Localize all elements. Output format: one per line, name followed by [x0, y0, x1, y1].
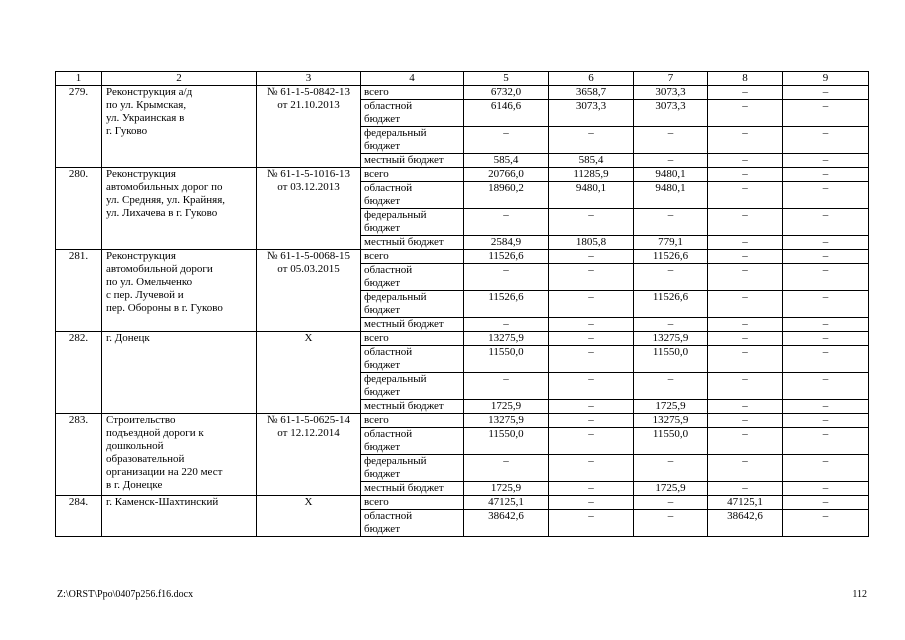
- value-cell: –: [464, 373, 549, 400]
- header-cell: 3: [257, 72, 361, 86]
- item-title-line: Реконструкция: [106, 168, 176, 180]
- value-cell: –: [708, 127, 783, 154]
- value-cell: 585,4: [549, 154, 634, 168]
- header-cell: 7: [634, 72, 708, 86]
- budget-type: [361, 168, 464, 182]
- document-ref-line: Х: [304, 496, 313, 508]
- budget-type: [361, 209, 464, 236]
- item-title-line: дошкольной: [106, 440, 164, 452]
- value-cell: –: [783, 182, 869, 209]
- value-cell: 11526,6: [464, 291, 549, 318]
- budget-type-line: всего: [364, 168, 389, 180]
- item-title-line: Реконструкция: [106, 250, 176, 262]
- page-number: 112: [852, 589, 867, 600]
- value-cell: –: [549, 264, 634, 291]
- value-cell: 1805,8: [549, 236, 634, 250]
- value-cell: –: [708, 236, 783, 250]
- item-title: [102, 86, 257, 168]
- value-cell: –: [464, 318, 549, 332]
- table-row: [56, 496, 869, 510]
- budget-table: [55, 71, 869, 537]
- document-ref-line: № 61-1-5-1016-13: [267, 168, 350, 180]
- item-title-line: ул. Украинская в: [106, 112, 185, 124]
- value-cell: 9480,1: [634, 182, 708, 209]
- item-title-line: подъездной дороги к: [106, 427, 204, 439]
- value-cell: –: [549, 400, 634, 414]
- header-cell: 4: [361, 72, 464, 86]
- item-title-line: по ул. Крымская,: [106, 99, 187, 111]
- value-cell: 11550,0: [634, 428, 708, 455]
- value-cell: –: [783, 496, 869, 510]
- value-cell: –: [783, 127, 869, 154]
- item-title: [102, 414, 257, 496]
- budget-type: [361, 86, 464, 100]
- value-cell: –: [549, 373, 634, 400]
- value-cell: 47125,1: [708, 496, 783, 510]
- value-cell: –: [708, 346, 783, 373]
- value-cell: –: [634, 127, 708, 154]
- budget-type-line: бюджет: [364, 304, 400, 316]
- value-cell: –: [708, 455, 783, 482]
- value-cell: –: [549, 510, 634, 537]
- budget-type: [361, 100, 464, 127]
- header-cell: 6: [549, 72, 634, 86]
- value-cell: 3073,3: [549, 100, 634, 127]
- budget-type-line: всего: [364, 86, 389, 98]
- header-cell: 2: [102, 72, 257, 86]
- budget-type-line: бюджет: [364, 140, 400, 152]
- value-cell: 11526,6: [634, 291, 708, 318]
- value-cell: –: [634, 318, 708, 332]
- value-cell: 1725,9: [464, 482, 549, 496]
- budget-type: [361, 455, 464, 482]
- item-title-line: ул. Средняя, ул. Крайняя,: [106, 194, 226, 206]
- budget-type-line: федеральный: [364, 127, 427, 139]
- value-cell: 1725,9: [634, 400, 708, 414]
- item-title: [102, 496, 257, 537]
- item-number: 279.: [56, 86, 102, 168]
- value-cell: 585,4: [464, 154, 549, 168]
- budget-type-line: бюджет: [364, 359, 400, 371]
- value-cell: –: [549, 127, 634, 154]
- budget-type-line: всего: [364, 250, 389, 262]
- value-cell: –: [634, 455, 708, 482]
- budget-type-line: местный бюджет: [364, 236, 444, 248]
- value-cell: –: [783, 86, 869, 100]
- value-cell: –: [464, 455, 549, 482]
- budget-type-line: бюджет: [364, 113, 400, 125]
- budget-type: [361, 428, 464, 455]
- item-title-line: ул. Лихачева в г. Гуково: [106, 207, 218, 219]
- value-cell: –: [708, 291, 783, 318]
- budget-type: [361, 496, 464, 510]
- header-cell: 5: [464, 72, 549, 86]
- value-cell: –: [783, 373, 869, 400]
- item-title-line: г. Донецк: [106, 332, 150, 344]
- value-cell: –: [708, 100, 783, 127]
- value-cell: –: [783, 428, 869, 455]
- value-cell: 1725,9: [634, 482, 708, 496]
- document-ref-line: от 05.03.2015: [277, 263, 340, 275]
- budget-type-line: федеральный: [364, 455, 427, 467]
- value-cell: –: [783, 291, 869, 318]
- budget-type: [361, 318, 464, 332]
- item-title-line: автомобильной дороги: [106, 263, 213, 275]
- budget-type: [361, 510, 464, 537]
- budget-type-line: областной: [364, 182, 413, 194]
- budget-type: [361, 182, 464, 209]
- header-cell: 8: [708, 72, 783, 86]
- item-title-line: по ул. Омельченко: [106, 276, 193, 288]
- value-cell: –: [783, 455, 869, 482]
- budget-type-line: бюджет: [364, 195, 400, 207]
- budget-type-line: областной: [364, 346, 413, 358]
- value-cell: –: [549, 318, 634, 332]
- value-cell: –: [708, 482, 783, 496]
- budget-type: [361, 264, 464, 291]
- value-cell: 9480,1: [634, 168, 708, 182]
- item-title-line: Строительство: [106, 414, 176, 426]
- budget-type-line: областной: [364, 510, 413, 522]
- document-ref-line: № 61-1-5-0625-14: [267, 414, 350, 426]
- value-cell: –: [708, 373, 783, 400]
- value-cell: –: [708, 154, 783, 168]
- item-number: 283.: [56, 414, 102, 496]
- value-cell: –: [708, 250, 783, 264]
- budget-type: [361, 400, 464, 414]
- item-title: [102, 332, 257, 414]
- item-title-line: образовательной: [106, 453, 185, 465]
- value-cell: –: [708, 332, 783, 346]
- value-cell: 11526,6: [464, 250, 549, 264]
- document-ref: [257, 414, 361, 496]
- value-cell: 38642,6: [464, 510, 549, 537]
- value-cell: 11550,0: [464, 346, 549, 373]
- value-cell: –: [549, 496, 634, 510]
- budget-type: [361, 154, 464, 168]
- budget-type-line: всего: [364, 496, 389, 508]
- document-ref-line: от 03.12.2013: [277, 181, 340, 193]
- value-cell: 13275,9: [634, 414, 708, 428]
- table-row: [56, 86, 869, 100]
- item-number: 282.: [56, 332, 102, 414]
- value-cell: –: [783, 100, 869, 127]
- value-cell: 779,1: [634, 236, 708, 250]
- item-title-line: в г. Донецке: [106, 479, 163, 491]
- value-cell: –: [783, 414, 869, 428]
- value-cell: –: [708, 182, 783, 209]
- value-cell: 11550,0: [464, 428, 549, 455]
- value-cell: –: [634, 510, 708, 537]
- value-cell: 13275,9: [464, 414, 549, 428]
- value-cell: –: [464, 127, 549, 154]
- budget-type-line: бюджет: [364, 222, 400, 234]
- value-cell: –: [708, 428, 783, 455]
- document-ref: [257, 250, 361, 332]
- budget-type: [361, 236, 464, 250]
- budget-type-line: федеральный: [364, 291, 427, 303]
- budget-type: [361, 250, 464, 264]
- value-cell: –: [464, 209, 549, 236]
- table-row: [56, 168, 869, 182]
- value-cell: –: [783, 168, 869, 182]
- budget-type-line: федеральный: [364, 209, 427, 221]
- table-row: [56, 332, 869, 346]
- item-title-line: Реконструкция а/д: [106, 86, 193, 98]
- value-cell: –: [708, 86, 783, 100]
- value-cell: –: [549, 414, 634, 428]
- item-title-line: г. Каменск-Шахтинский: [106, 496, 219, 508]
- budget-type: [361, 414, 464, 428]
- item-title-line: автомобильных дорог по: [106, 181, 223, 193]
- budget-type-line: местный бюджет: [364, 154, 444, 166]
- item-number: 281.: [56, 250, 102, 332]
- header-cell: 9: [783, 72, 869, 86]
- document-ref: [257, 168, 361, 250]
- value-cell: –: [783, 209, 869, 236]
- budget-type-line: бюджет: [364, 441, 400, 453]
- budget-type-line: бюджет: [364, 523, 400, 535]
- item-title-line: пер. Обороны в г. Гуково: [106, 302, 223, 314]
- value-cell: 20766,0: [464, 168, 549, 182]
- budget-type-line: бюджет: [364, 277, 400, 289]
- budget-type-line: всего: [364, 414, 389, 426]
- value-cell: –: [783, 400, 869, 414]
- document-ref-line: № 61-1-5-0842-13: [267, 86, 350, 98]
- budget-type-line: областной: [364, 100, 413, 112]
- value-cell: 6146,6: [464, 100, 549, 127]
- value-cell: –: [783, 154, 869, 168]
- value-cell: 2584,9: [464, 236, 549, 250]
- value-cell: –: [708, 318, 783, 332]
- document-ref-line: от 12.12.2014: [277, 427, 340, 439]
- value-cell: 11526,6: [634, 250, 708, 264]
- value-cell: 3073,3: [634, 86, 708, 100]
- budget-type-line: местный бюджет: [364, 400, 444, 412]
- value-cell: 13275,9: [464, 332, 549, 346]
- document-ref: [257, 86, 361, 168]
- value-cell: –: [708, 400, 783, 414]
- value-cell: 38642,6: [708, 510, 783, 537]
- value-cell: –: [783, 346, 869, 373]
- value-cell: –: [708, 209, 783, 236]
- budget-type-line: местный бюджет: [364, 482, 444, 494]
- budget-type-line: всего: [364, 332, 389, 344]
- budget-type: [361, 332, 464, 346]
- value-cell: –: [634, 264, 708, 291]
- value-cell: –: [634, 373, 708, 400]
- value-cell: 13275,9: [634, 332, 708, 346]
- value-cell: –: [783, 482, 869, 496]
- value-cell: 9480,1: [549, 182, 634, 209]
- table-body: [56, 72, 869, 537]
- budget-type-line: федеральный: [364, 373, 427, 385]
- budget-type-line: местный бюджет: [364, 318, 444, 330]
- budget-type: [361, 127, 464, 154]
- budget-type-line: бюджет: [364, 468, 400, 480]
- value-cell: –: [783, 510, 869, 537]
- value-cell: –: [549, 250, 634, 264]
- value-cell: –: [549, 346, 634, 373]
- value-cell: 47125,1: [464, 496, 549, 510]
- document-ref-line: Х: [304, 332, 313, 344]
- value-cell: –: [708, 168, 783, 182]
- budget-type-line: областной: [364, 428, 413, 440]
- budget-type-line: бюджет: [364, 386, 400, 398]
- budget-type: [361, 373, 464, 400]
- document-ref: [257, 496, 361, 537]
- item-title: [102, 250, 257, 332]
- value-cell: –: [549, 482, 634, 496]
- table-row: [56, 414, 869, 428]
- value-cell: –: [549, 209, 634, 236]
- item-title: [102, 168, 257, 250]
- value-cell: –: [783, 236, 869, 250]
- value-cell: –: [708, 264, 783, 291]
- budget-type-line: областной: [364, 264, 413, 276]
- value-cell: 6732,0: [464, 86, 549, 100]
- value-cell: 1725,9: [464, 400, 549, 414]
- value-cell: –: [783, 250, 869, 264]
- value-cell: –: [783, 264, 869, 291]
- budget-type: [361, 346, 464, 373]
- value-cell: –: [549, 428, 634, 455]
- value-cell: –: [464, 264, 549, 291]
- item-title-line: с пер. Лучевой и: [106, 289, 184, 301]
- value-cell: –: [549, 455, 634, 482]
- value-cell: –: [549, 291, 634, 318]
- value-cell: –: [634, 496, 708, 510]
- value-cell: –: [634, 209, 708, 236]
- item-title-line: г. Гуково: [106, 125, 148, 137]
- value-cell: –: [549, 332, 634, 346]
- value-cell: 3658,7: [549, 86, 634, 100]
- budget-type: [361, 482, 464, 496]
- value-cell: –: [708, 414, 783, 428]
- document-ref-line: от 21.10.2013: [277, 99, 340, 111]
- table-row: [56, 250, 869, 264]
- value-cell: 11550,0: [634, 346, 708, 373]
- document-ref: [257, 332, 361, 414]
- budget-type: [361, 291, 464, 318]
- value-cell: 18960,2: [464, 182, 549, 209]
- value-cell: –: [783, 332, 869, 346]
- value-cell: 11285,9: [549, 168, 634, 182]
- item-number: 280.: [56, 168, 102, 250]
- value-cell: –: [783, 318, 869, 332]
- header-row: [56, 72, 869, 86]
- file-path: Z:\ORST\Ppo\0407p256.f16.docx: [57, 589, 194, 600]
- item-number: 284.: [56, 496, 102, 537]
- value-cell: –: [634, 154, 708, 168]
- item-title-line: организации на 220 мест: [106, 466, 223, 478]
- header-cell: 1: [56, 72, 102, 86]
- document-ref-line: № 61-1-5-0068-15: [267, 250, 350, 262]
- value-cell: 3073,3: [634, 100, 708, 127]
